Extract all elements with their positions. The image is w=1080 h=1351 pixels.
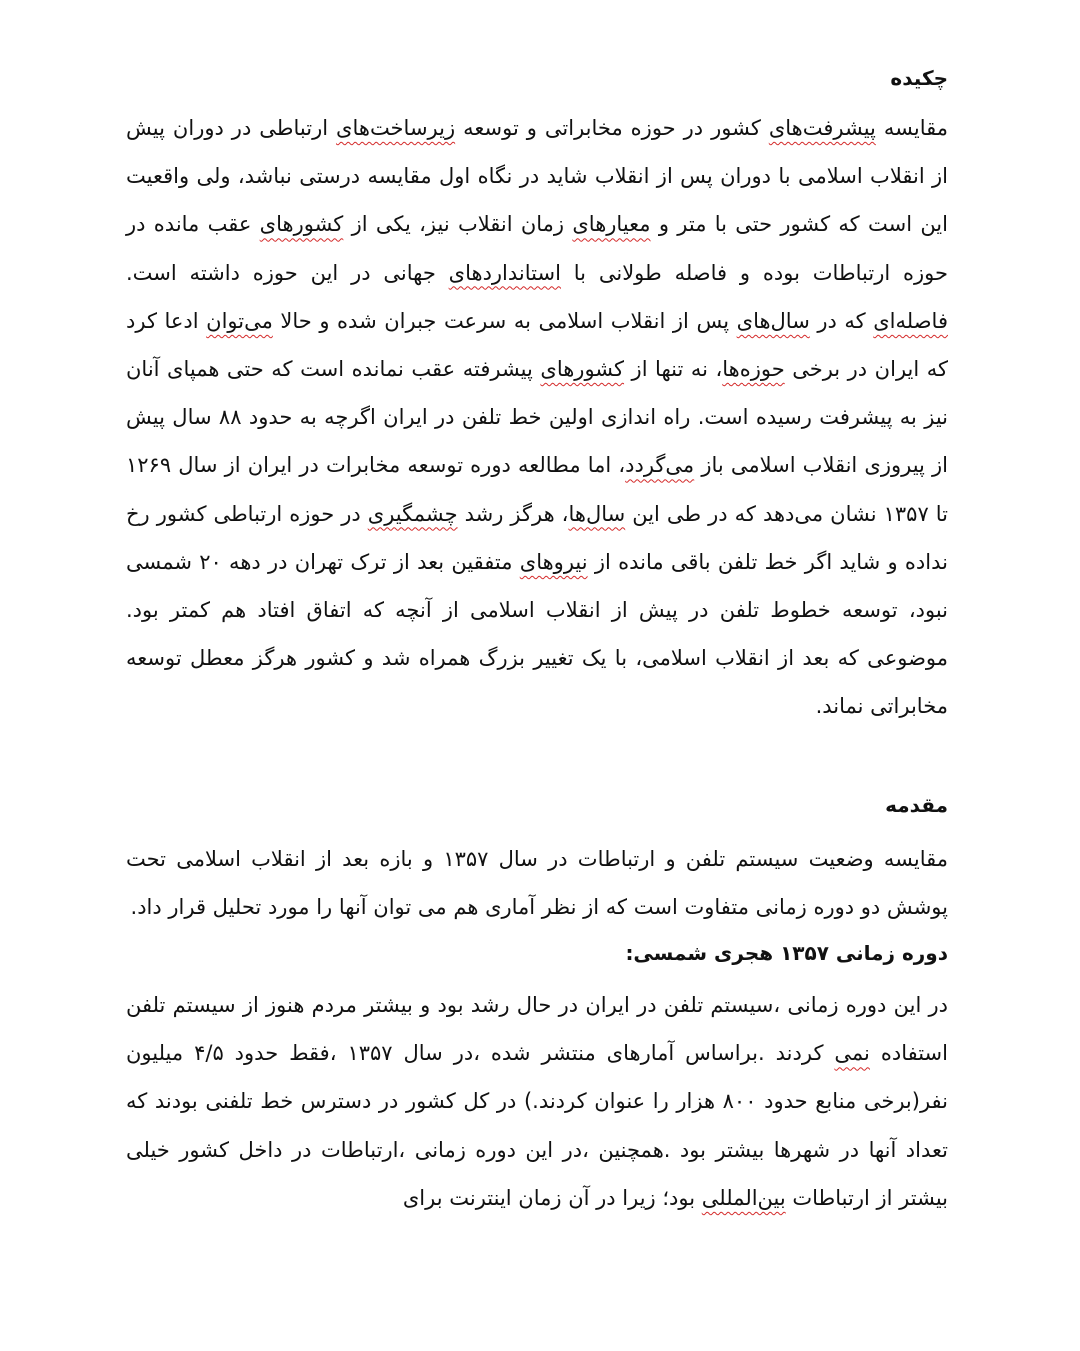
abstract-heading: چکیده xyxy=(890,66,948,90)
spellcheck-flagged-word: نمی xyxy=(834,1041,870,1066)
spellcheck-flagged-word: زیرساخت‌های xyxy=(336,116,456,140)
period-1357-heading: دوره زمانی ۱۳۵۷ هجری شمسی: xyxy=(625,941,948,966)
spellcheck-flagged-word: فاصله‌ای xyxy=(873,308,948,333)
spellcheck-flagged-word: سال‌ها xyxy=(568,501,626,526)
spellcheck-flagged-word: کشورهای xyxy=(540,357,625,382)
spellcheck-flagged-word: پیشرفت‌های xyxy=(768,116,876,140)
spellcheck-flagged-word: چشمگیری xyxy=(367,501,458,526)
spellcheck-flagged-word: می‌توان xyxy=(206,308,273,333)
spellcheck-flagged-word: حوزه‌ها xyxy=(722,357,785,382)
abstract-paragraph: مقایسه پیشرفت‌های کشور در حوزه مخابراتی و توسعه زیرساخت‌های ارتباطی در دوران پیش از انقلاب اسلامی با دوران پس از انقلاب شاید در نگاه اول مقایسه درستی نباشد، ولی واقعیت این است که کشور حتی با متر و معیارهای زمان انقلاب نیز، یکی از کشورهای عقب مانده در حوزه ارتباطات بوده و فاصله طولانی با استانداردهای جهانی در این حوزه داشته است. فاصله‌ای که در سال‌های پس از انقلاب اسلامی به سرعت جبران شده و حالا می‌توان ادعا کرد که ایران در برخی حوزه‌ها، نه تنها از کشورهای پیشرفته عقب نمانده است که حتی همپای آنان نیز به پیشرفت رسیده است. راه اندازی اولین خط تلفن در ایران اگرچه به حدود ۸۸ سال پیش از پیروزی انقلاب اسلامی باز می‌گردد، اما مطالعه دوره توسعه مخابرات در ایران از سال ۱۲۶۹ تا ۱۳۵۷ نشان می‌دهد که در طی این سال‌ها، هرگز رشد چشمگیری در حوزه ارتباطی کشور رخ نداده و شاید اگر خط تلفن باقی مانده از نیروهای متفقین بعد از ترک تهران در دهه ۲۰ شمسی نبود، توسعه خطوط تلفن در پیش از انقلاب اسلامی از آنچه که اتفاق افتاد هم کمتر بود. موضوعی که بعد از انقلاب اسلامی، با یک تغییر بزرگ همراه شد و کشور هرگز معطل توسعه مخابراتی نماند. xyxy=(126,116,949,719)
spellcheck-flagged-word: معیارهای xyxy=(572,212,651,237)
introduction-paragraph: مقایسه وضعیت سیستم تلفن و ارتباطات در سال ۱۳۵۷ و بازه بعد از انقلاب اسلامی تحت پوشش دو دوره زمانی متفاوت است که از نظر آماری هم می توان آنها را مورد تحلیل قرار داد. xyxy=(126,846,948,919)
spellcheck-flagged-word: سال‌های xyxy=(736,308,810,333)
spellcheck-flagged-word: کشورهای xyxy=(259,212,344,237)
spellcheck-flagged-word: بین‌المللی xyxy=(701,1185,786,1210)
spellcheck-flagged-word: استانداردهای xyxy=(448,260,561,285)
spellcheck-flagged-word: می‌گردد xyxy=(625,453,695,478)
introduction-heading: مقدمه xyxy=(885,792,948,817)
period-1357-paragraph: در این دوره زمانی ،سیستم تلفن در ایران در حال رشد بود و بیشتر مردم هنوز از سیستم تلفن استفاده نمی کردند .براساس آمارهای منتشر شده ،در سال ۱۳۵۷ ،فقط حدود ۴/۵ میلیون نفر(برخی منابع حدود ۸۰۰ هزار را عنوان کردند.) در کل کشور در دسترس خط تلفنی بودند که تعداد آنها در شهرها بیشتر بود .همچنین ،در این دوره زمانی ،ارتباطات در داخل کشور خیلی بیشتر از ارتباطات بین‌المللی بود؛ زیرا در آن زمان اینترنت برای xyxy=(126,993,948,1210)
spellcheck-flagged-word: نیروهای xyxy=(519,549,588,574)
